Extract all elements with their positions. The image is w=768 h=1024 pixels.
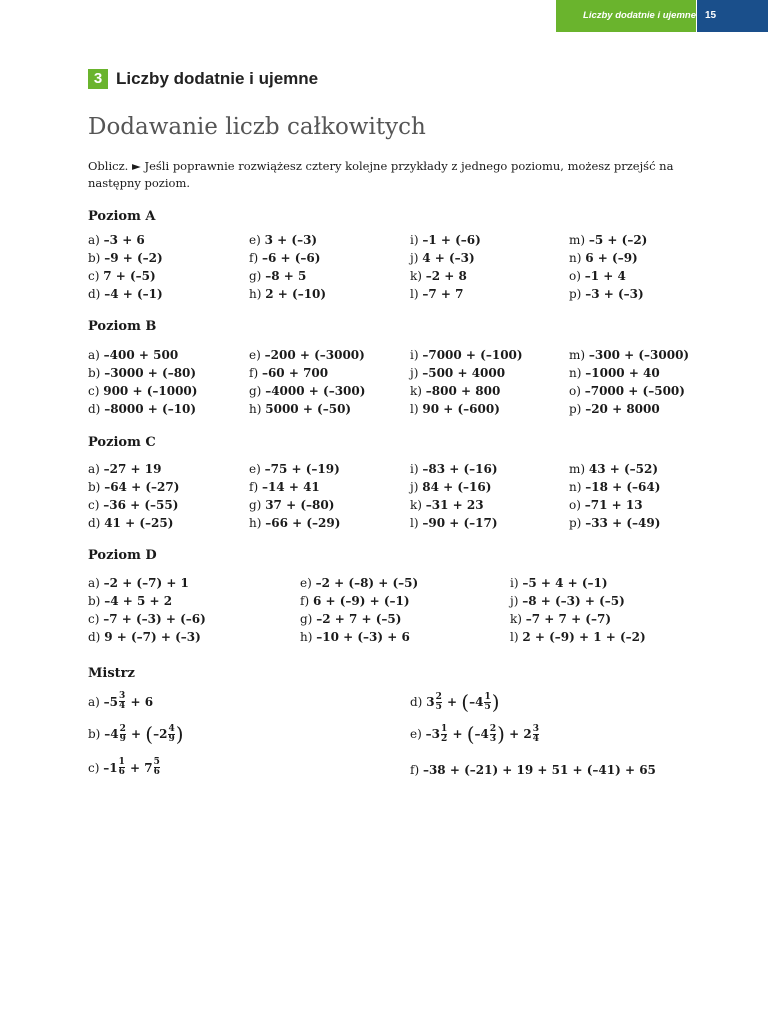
item-expression: –2 + 7 + (–5) xyxy=(316,612,402,626)
item-expression: –400 + 500 xyxy=(103,348,179,362)
item-label: c) xyxy=(88,498,100,512)
item-expression: –4 $\frac{2}{9}$ + ( –2 $\frac{4}{9}$ ) xyxy=(104,722,184,746)
fraction xyxy=(120,725,126,744)
item-expression: –5 + 4 + (–1) xyxy=(522,576,608,590)
item-label: j) xyxy=(410,480,419,494)
item-label: b) xyxy=(88,480,101,494)
item-expression: –7000 + (–500) xyxy=(584,384,685,398)
item-label: d) xyxy=(88,402,101,416)
exercise-item xyxy=(300,612,401,626)
item-label: f) xyxy=(249,480,259,494)
item-label: a) xyxy=(88,462,100,476)
exercise-item xyxy=(88,576,189,590)
item-label: e) xyxy=(410,727,422,741)
item-label: k) xyxy=(410,384,422,398)
item-label: o) xyxy=(569,498,581,512)
exercise-item xyxy=(249,366,328,380)
exercise-item xyxy=(410,384,500,398)
mistrz-item-c xyxy=(88,758,161,777)
item-label: c) xyxy=(88,760,100,775)
chapter-heading xyxy=(88,69,319,89)
fraction xyxy=(168,725,174,744)
exercise-row xyxy=(88,402,748,420)
item-label: j) xyxy=(510,594,519,608)
exercise-row xyxy=(88,462,748,480)
exercise-grid-c xyxy=(88,462,748,534)
item-expression: –500 + 4000 xyxy=(422,366,506,380)
exercise-item xyxy=(249,516,340,530)
item-expression: –3 $\frac{1}{2}$ + ( –4 $\frac{2}{3}$ ) + 2 $\frac{3}{4}$ xyxy=(425,722,539,746)
page-number: 15 xyxy=(697,0,768,32)
exercise-grid-d xyxy=(88,576,748,648)
item-label: i) xyxy=(410,462,419,476)
item-expression: –8 + (–3) + (–5) xyxy=(522,594,625,608)
item-label: p) xyxy=(569,402,582,416)
item-expression: –90 + (–17) xyxy=(422,516,498,530)
exercise-item xyxy=(410,233,481,247)
exercise-item xyxy=(569,516,660,530)
arrow-icon: ► xyxy=(131,159,141,173)
item-label: g) xyxy=(249,384,262,398)
operator: + xyxy=(131,727,142,741)
item-expression xyxy=(103,758,161,777)
item-label: l) xyxy=(510,630,519,644)
item-expression: –3 + 6 xyxy=(103,233,145,247)
denominator: 9 xyxy=(168,733,175,744)
exercise-item xyxy=(88,594,172,608)
item-expression: 5000 + (–50) xyxy=(265,402,352,416)
numerator: 1 xyxy=(484,691,491,702)
item-expression: –3000 + (–80) xyxy=(104,366,197,380)
running-title: Liczby dodatnie i ujemne xyxy=(583,10,696,21)
item-label: f) xyxy=(410,763,420,777)
item-expression: –8 + 5 xyxy=(265,269,307,283)
numerator: 5 xyxy=(153,757,160,767)
denominator: 4 xyxy=(119,701,126,711)
item-expression: –71 + 13 xyxy=(584,498,643,512)
exercise-item xyxy=(88,516,173,530)
exercise-item xyxy=(88,233,145,247)
item-label: b) xyxy=(88,251,101,265)
item-expression: 3 $\frac{2}{5}$ + ( –4 $\frac{1}{5}$ ) xyxy=(426,690,500,714)
exercise-item xyxy=(249,348,365,362)
numerator: 4 xyxy=(168,723,175,734)
instruction-text: Jeśli poprawnie rozwiążesz cztery kolejne przykłady z jednego poziomu, możesz przejść na następny poziom. xyxy=(88,159,674,190)
denominator: 4 xyxy=(532,733,539,744)
exercise-item xyxy=(88,402,196,416)
exercise-item xyxy=(410,287,463,301)
item-expression: 2 + (–9) + 1 + (–2) xyxy=(522,630,646,644)
item-expression: –2 + (–7) + 1 xyxy=(103,576,189,590)
item-label: e) xyxy=(249,348,261,362)
whole-part: –2 xyxy=(153,727,168,741)
level-heading-b: Poziom B xyxy=(88,319,157,334)
exercise-item xyxy=(249,462,340,476)
fraction xyxy=(154,758,160,777)
item-label: h) xyxy=(249,516,262,530)
item-label: i) xyxy=(410,348,419,362)
fraction xyxy=(441,725,447,744)
running-header xyxy=(556,0,768,32)
item-label: n) xyxy=(569,366,582,380)
exercise-item xyxy=(569,402,660,416)
item-expression: 900 + (–1000) xyxy=(103,384,198,398)
item-label: d) xyxy=(88,516,101,530)
exercise-row xyxy=(88,251,748,269)
exercise-item xyxy=(300,576,418,590)
item-expression: –1 + 4 xyxy=(584,269,626,283)
exercise-item xyxy=(510,630,646,644)
exercise-item xyxy=(410,480,491,494)
whole-part: –5 xyxy=(103,694,119,709)
exercise-item xyxy=(88,287,163,301)
item-expression: –66 + (–29) xyxy=(265,516,341,530)
item-label: m) xyxy=(569,462,586,476)
item-expression: –4 + (–1) xyxy=(104,287,163,301)
item-expression: –4000 + (–300) xyxy=(265,384,366,398)
item-label: p) xyxy=(569,287,582,301)
item-label: a) xyxy=(88,576,100,590)
exercise-item xyxy=(249,480,320,494)
item-label: d) xyxy=(410,695,423,709)
item-label: i) xyxy=(510,576,519,590)
exercise-item xyxy=(510,612,611,626)
item-expression: –2 + (–8) + (–5) xyxy=(315,576,419,590)
exercise-item xyxy=(249,402,351,416)
exercise-row xyxy=(88,612,748,630)
item-label: n) xyxy=(569,480,582,494)
item-expression: 6 + (–9) + (–1) xyxy=(312,594,410,608)
exercise-item xyxy=(410,251,475,265)
item-expression: 84 + (–16) xyxy=(422,480,492,494)
item-expression: –1000 + 40 xyxy=(585,366,660,380)
mistrz-item-d xyxy=(410,692,500,712)
item-expression: –9 + (–2) xyxy=(104,251,163,265)
whole-part: 2 xyxy=(523,727,532,741)
page-title: Dodawanie liczb całkowitych xyxy=(88,114,426,140)
exercise-item xyxy=(300,630,410,644)
item-expression: –64 + (–27) xyxy=(104,480,180,494)
item-expression: –20 + 8000 xyxy=(585,402,660,416)
exercise-item xyxy=(510,594,625,608)
exercise-item xyxy=(88,251,163,265)
item-expression: 2 + (–10) xyxy=(265,287,327,301)
exercise-item xyxy=(410,366,505,380)
operator: + xyxy=(509,727,520,741)
exercise-item xyxy=(88,348,178,362)
exercise-row xyxy=(88,480,748,498)
fraction xyxy=(119,692,125,711)
level-heading-mistrz: Mistrz xyxy=(88,666,135,681)
item-label: d) xyxy=(88,287,101,301)
exercise-grid-a xyxy=(88,233,748,305)
item-expression: –7 + (–3) + (–6) xyxy=(103,612,206,626)
numerator: 2 xyxy=(435,691,442,702)
item-expression: –7 + 7 xyxy=(422,287,464,301)
denominator: 5 xyxy=(484,701,491,712)
fraction xyxy=(119,758,125,777)
exercise-row xyxy=(88,348,748,366)
mistrz-item-f xyxy=(410,763,656,777)
fraction xyxy=(533,725,539,744)
level-heading-c: Poziom C xyxy=(88,435,156,450)
exercise-item xyxy=(569,348,689,362)
item-expression: –4 + 5 + 2 xyxy=(104,594,173,608)
operator: + xyxy=(130,760,141,775)
instruction-lead: Oblicz. xyxy=(88,159,132,173)
mistrz-item-b xyxy=(88,724,184,744)
item-label: c) xyxy=(88,269,100,283)
item-expression: –27 + 19 xyxy=(103,462,162,476)
exercise-row xyxy=(88,498,748,516)
operator: + xyxy=(452,727,463,741)
denominator: 3 xyxy=(489,733,497,744)
item-expression: –60 + 700 xyxy=(261,366,329,380)
item-expression: –800 + 800 xyxy=(425,384,501,398)
exercise-item xyxy=(249,269,306,283)
exercise-item xyxy=(569,269,626,283)
item-label: m) xyxy=(569,348,586,362)
chapter-number-badge: 3 xyxy=(88,69,108,89)
exercise-item xyxy=(88,612,206,626)
numerator: 1 xyxy=(118,757,125,767)
item-label: j) xyxy=(410,251,419,265)
item-expression: –1 + (–6) xyxy=(422,233,481,247)
item-label: d) xyxy=(88,630,101,644)
item-label: c) xyxy=(88,612,100,626)
item-expression: –75 + (–19) xyxy=(264,462,340,476)
exercise-item xyxy=(569,287,644,301)
numerator: 1 xyxy=(440,723,448,734)
exercise-item xyxy=(569,480,660,494)
item-label: f) xyxy=(249,251,259,265)
item-label: n) xyxy=(569,251,582,265)
item-expression xyxy=(104,692,153,711)
item-label: g) xyxy=(300,612,313,626)
exercise-item xyxy=(249,384,365,398)
exercise-row xyxy=(88,576,748,594)
exercise-item xyxy=(569,384,685,398)
item-label: k) xyxy=(410,269,422,283)
item-label: l) xyxy=(410,516,419,530)
item-label: a) xyxy=(88,233,100,247)
item-expression: –83 + (–16) xyxy=(422,462,498,476)
item-expression: –10 + (–3) + 6 xyxy=(316,630,410,644)
item-label: b) xyxy=(88,594,101,608)
item-expression: 3 + (–3) xyxy=(264,233,318,247)
item-label: i) xyxy=(410,233,419,247)
item-expression: –3 + (–3) xyxy=(585,287,644,301)
numerator: 3 xyxy=(119,691,126,701)
item-expression: 6 + (–9) xyxy=(585,251,638,265)
fraction xyxy=(484,693,490,712)
item-expression: 9 + (–7) + (–3) xyxy=(104,630,201,644)
whole-part: –4 xyxy=(469,695,484,709)
exercise-item xyxy=(410,498,484,512)
item-expression: 4 + (–3) xyxy=(422,251,475,265)
instruction xyxy=(88,158,728,192)
level-heading-d: Poziom D xyxy=(88,548,157,563)
item-expression: –38 + (–21) + 19 + 51 + (–41) + 65 xyxy=(422,763,656,777)
exercise-item xyxy=(569,498,643,512)
item-expression: –2 + 8 xyxy=(425,269,467,283)
item-expression: 7 + (–5) xyxy=(103,269,156,283)
exercise-row xyxy=(88,516,748,534)
numerator: 3 xyxy=(532,723,539,734)
whole-part: –3 xyxy=(425,727,440,741)
exercise-item xyxy=(410,462,498,476)
item-expression: –18 + (–64) xyxy=(585,480,661,494)
item-expression: –200 + (–3000) xyxy=(264,348,365,362)
item-expression: –36 + (–55) xyxy=(103,498,179,512)
exercise-item xyxy=(88,630,201,644)
numerator: 2 xyxy=(119,723,126,734)
exercise-row xyxy=(88,594,748,612)
exercise-row xyxy=(88,287,748,305)
denominator: 6 xyxy=(118,767,125,777)
exercise-row xyxy=(88,269,748,287)
item-expression: –33 + (–49) xyxy=(585,516,661,530)
item-expression: 43 + (–52) xyxy=(588,462,659,476)
exercise-item xyxy=(88,269,156,283)
exercise-item xyxy=(410,348,523,362)
exercise-item xyxy=(249,233,317,247)
exercise-item xyxy=(569,233,647,247)
item-label: o) xyxy=(569,384,581,398)
exercise-item xyxy=(410,269,467,283)
whole-part: 7 xyxy=(144,760,153,775)
item-label: e) xyxy=(249,462,261,476)
exercise-item xyxy=(410,402,500,416)
exercise-item xyxy=(249,287,326,301)
level-heading-a: Poziom A xyxy=(88,209,156,224)
numerator: 2 xyxy=(489,723,497,734)
item-label: l) xyxy=(410,287,419,301)
exercise-item xyxy=(569,251,638,265)
item-expression: –6 + (–6) xyxy=(261,251,321,265)
item-label: b) xyxy=(88,366,101,380)
exercise-row xyxy=(88,630,748,648)
item-label: o) xyxy=(569,269,581,283)
mistrz-item-e xyxy=(410,724,540,744)
item-label: f) xyxy=(300,594,310,608)
exercise-item xyxy=(410,516,498,530)
item-label: a) xyxy=(88,694,100,709)
item-label: l) xyxy=(410,402,419,416)
item-expression: –7000 + (–100) xyxy=(422,348,523,362)
denominator: 2 xyxy=(440,733,448,744)
exercise-item xyxy=(88,462,161,476)
whole-part: –1 xyxy=(103,760,118,775)
exercise-item xyxy=(249,498,334,512)
item-label: h) xyxy=(249,402,262,416)
exercise-item xyxy=(569,366,660,380)
exercise-row xyxy=(88,366,748,384)
item-label: g) xyxy=(249,269,262,283)
item-expression: –7 + 7 + (–7) xyxy=(525,612,612,626)
item-expression: 37 + (–80) xyxy=(265,498,335,512)
denominator: 5 xyxy=(435,701,442,712)
operator: + xyxy=(130,694,141,709)
item-label: f) xyxy=(249,366,259,380)
item-label: e) xyxy=(249,233,261,247)
whole-part: –4 xyxy=(104,727,119,741)
item-label: m) xyxy=(569,233,586,247)
whole-part: –4 xyxy=(474,727,489,741)
item-expression: –300 + (–3000) xyxy=(588,348,690,362)
operator: + xyxy=(447,695,458,709)
item-label: h) xyxy=(300,630,313,644)
exercise-grid-b xyxy=(88,348,748,420)
exercise-item xyxy=(88,498,178,512)
item-expression: –14 + 41 xyxy=(261,480,320,494)
item-expression: –5 + (–2) xyxy=(588,233,648,247)
item-label: e) xyxy=(300,576,312,590)
whole-part: 3 xyxy=(426,695,435,709)
item-label: c) xyxy=(88,384,100,398)
item-expression: –31 + 23 xyxy=(425,498,484,512)
item-label: j) xyxy=(410,366,419,380)
mistrz-item-a xyxy=(88,692,153,711)
item-label: b) xyxy=(88,727,101,741)
exercise-item xyxy=(569,462,658,476)
denominator: 9 xyxy=(119,733,126,744)
item-expression: 41 + (–25) xyxy=(104,516,174,530)
term: 6 xyxy=(144,694,154,709)
item-label: k) xyxy=(410,498,422,512)
item-label: g) xyxy=(249,498,262,512)
exercise-item xyxy=(300,594,410,608)
exercise-item xyxy=(510,576,608,590)
item-label: a) xyxy=(88,348,100,362)
chapter-title: Liczby dodatnie i ujemne xyxy=(116,69,319,88)
exercise-item xyxy=(88,366,196,380)
fraction xyxy=(436,693,442,712)
exercise-row xyxy=(88,384,748,402)
exercise-item xyxy=(249,251,320,265)
item-expression: 90 + (–600) xyxy=(422,402,500,416)
exercise-item xyxy=(88,384,197,398)
exercise-item xyxy=(88,480,179,494)
item-label: k) xyxy=(510,612,522,626)
item-expression: –8000 + (–10) xyxy=(104,402,197,416)
fraction xyxy=(490,725,496,744)
denominator: 6 xyxy=(153,767,160,777)
item-label: p) xyxy=(569,516,582,530)
exercise-row xyxy=(88,233,748,251)
item-label: h) xyxy=(249,287,262,301)
